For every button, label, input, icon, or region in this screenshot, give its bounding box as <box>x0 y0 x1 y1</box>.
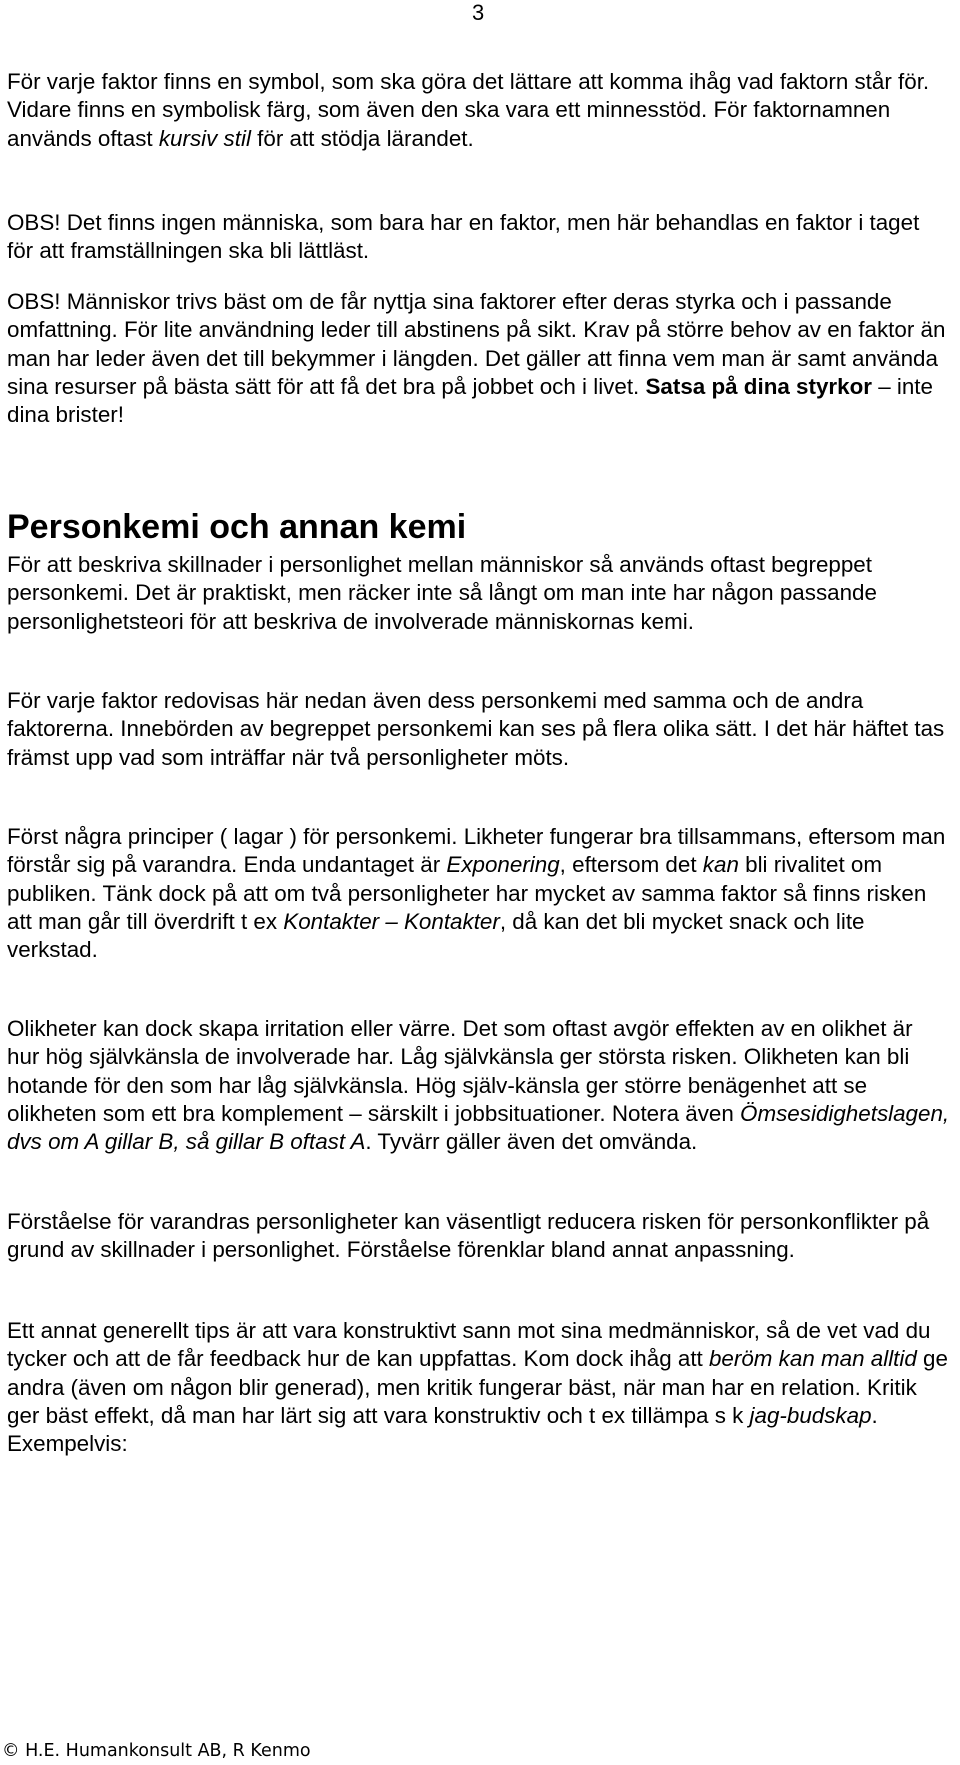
p3-text-d: , då kan det bli mycket snack och lite verkstad. <box>7 908 865 963</box>
page-number: 3 <box>472 0 485 25</box>
footer-copyright: © H.E. Humankonsult AB, R Kenmo <box>2 1741 311 1761</box>
p4-text-a: Olikheter kan dock skapa irritation eller värre. Det som oftast avgör effekten av en olikhet är hur hög självkänsla de involverade har. Låg självkänsla ger största risken. Olikheten kan bli hotande för den som har låg självkänsla. Hög själv-känsla ger större benägenhet att se olikheten som ett bra komplement – särskilt i jobbsituationer. Notera även <box>7 1016 913 1126</box>
obs-note-2-text: OBS! Människor trivs bäst om de får nyttja sina faktorer efter deras styrka och i passande omfattning. För lite användning leder till abstinens på sikt. Krav på större behov av en faktor än man har leder även det till bekymmer i längden. Det gäller att finna vem man är samt använda sina resurser på bästa sätt för att få det bra på jobbet och i livet. <box>7 289 946 399</box>
intro-text: För varje faktor finns en symbol, som ska göra det lättare att komma ihåg vad faktorn står för. Vidare finns en symbolisk färg, som även den ska vara ett minnesstöd. För faktornamnen används oftast <box>7 69 930 151</box>
section-heading: Personkemi och annan kemi <box>7 508 467 546</box>
obs-note-2-end: – inte dina brister! <box>7 373 933 428</box>
p3-italic-exponering: Exponering <box>446 852 560 878</box>
p6-italic-2: jag-budskap <box>749 1402 872 1428</box>
paragraph-5-text: Förståelse för varandras personligheter kan väsentligt reducera risken för personkonflikter på grund av skillnader i personlighet. Förståelse förenklar bland annat anpassning. <box>7 1209 930 1263</box>
paragraph-3 <box>7 823 950 964</box>
p3-text-a: Först några principer ( lagar ) för personkemi. Likheter fungerar bra tillsammans, eftersom man förstår sig på varandra. Enda undantaget är <box>7 824 946 878</box>
p6-text-a: Ett annat generellt tips är att vara konstruktivt sann mot sina medmänniskor, så de vet vad du tycker och att de får feedback hur de kan uppfattas. Kom dock ihåg att <box>7 1318 931 1372</box>
paragraph-2-text: För varje faktor redovisas här nedan även dess personkemi med samma och de andra faktorerna. Innebörden av begreppet personkemi kan ses på flera olika sätt. I det här häftet tas främst upp vad som inträffar när två personligheter möts. <box>7 688 945 770</box>
p6-text-b: ge andra (även om någon blir generad), men kritik fungerar bäst, när man har en relation. Kritik ger bäst effekt, då man har lärt sig att vara konstruktiv och t ex tillämpa s k <box>7 1346 948 1428</box>
paragraph-1 <box>7 551 950 636</box>
intro-text-end: för att stödja lärandet. <box>250 125 474 151</box>
p3-text-b: , eftersom det <box>559 852 703 878</box>
paragraph-5 <box>7 1208 950 1265</box>
p3-italic-kan: kan <box>702 852 739 878</box>
obs-note-1-text: OBS! Det finns ingen människa, som bara har en faktor, men här behandlas en faktor i taget för att framställningen ska bli lättläst. <box>7 210 920 264</box>
paragraph-1-text: För att beskriva skillnader i personlighet mellan människor så används oftast begreppet personkemi. Det är praktiskt, men räcker inte så långt om man inte har någon passande personlighetsteori för att beskriva de involverade människornas kemi. <box>7 552 877 634</box>
intro-italic: kursiv stil <box>158 125 251 151</box>
p6-text-c: . Exempelvis: <box>7 1402 878 1457</box>
intro-paragraph <box>7 68 950 153</box>
paragraph-4 <box>7 1015 950 1156</box>
obs-note-2-bold: Satsa på dina styrkor <box>645 373 872 399</box>
obs-note-1 <box>7 209 950 266</box>
paragraph-2 <box>7 687 950 772</box>
p4-italic: Ömsesidighetslagen, dvs om A gillar B, så gillar B oftast A <box>7 1100 950 1155</box>
p3-italic-kontakter: Kontakter – Kontakter <box>283 908 500 934</box>
p6-italic-1: beröm kan man alltid <box>708 1346 917 1372</box>
p4-text-b: . Tyvärr gäller även det omvända. <box>365 1129 698 1155</box>
p3-text-c: bli rivalitet om publiken. Tänk dock på att om två personligheter har mycket av samma faktor så finns risken att man går till överdrift t ex <box>7 852 927 934</box>
paragraph-6 <box>7 1317 950 1458</box>
obs-note-2 <box>7 288 950 429</box>
